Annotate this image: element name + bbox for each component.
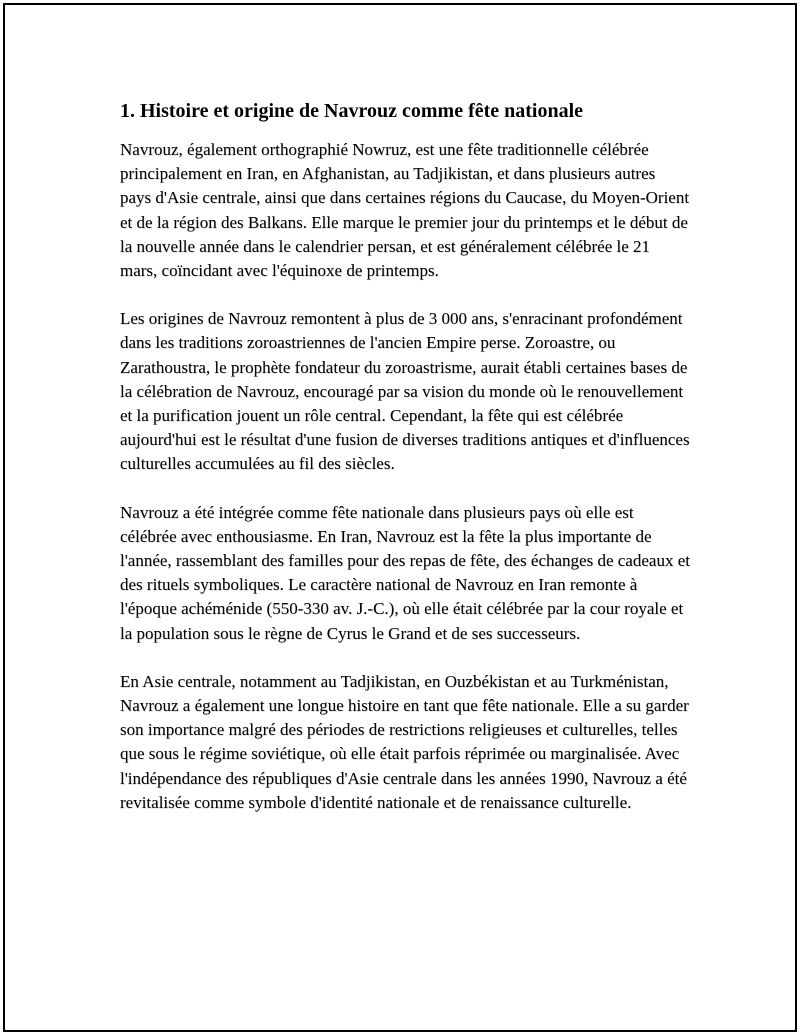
paragraph-4: En Asie centrale, notamment au Tadjikistan, en Ouzbékistan et au Turkménistan, Navrouz a également une longue histoire en tant que fête nationale. Elle a su garder son importance malgré des périodes de restrictions religieuses et culturelles, telles que sous le régime soviétique, où elle était parfois réprimée ou marginalisée. Avec l'indépendance des républiques d'Asie centrale dans les années 1990, Navrouz a été revitalisée comme symbole d'identité nationale et de renaissance culturelle. (120, 671, 689, 812)
paragraph-1: Navrouz, également orthographié Nowruz, est une fête traditionnelle célébrée principalement en Iran, en Afghanistan, au Tadjikistan, et dans plusieurs autres pays d'Asie centrale, ainsi que dans certaines régions du Caucase, du Moyen-Orient et de la région des Balkans. Elle marque le premier jour du printemps et le début de la nouvelle année dans le calendrier persan, et est généralement célébrée le 21 mars, coïncidant avec l'équinoxe de printemps. (120, 140, 690, 281)
document-content (120, 99, 690, 839)
paragraph-3: Navrouz a été intégrée comme fête nationale dans plusieurs pays où elle est célébrée avec enthousiasme. En Iran, Navrouz est la fête la plus importante de l'année, rassemblant des familles pour des repas de fête, des échanges de cadeaux et des rituels symboliques. Le caractère national de Navrouz en Iran remonte à l'époque achéménide (550-330 av. J.-C.), où elle était célébrée par la cour royale et la population sous le règne de Cyrus le Grand et de ses successeurs. (120, 502, 690, 643)
section-heading: 1. Histoire et origine de Navrouz comme fête nationale (120, 100, 584, 122)
document-page (3, 3, 797, 1032)
paragraph-2: Les origines de Navrouz remontent à plus de 3 000 ans, s'enracinant profondément dans les traditions zoroastriennes de l'ancien Empire perse. Zoroastre, ou Zarathoustra, le prophète fondateur du zoroastrisme, aurait établi certaines bases de la célébration de Navrouz, encouragé par sa vision du monde où le renouvellement et la purification jouent un rôle central. Cependant, la fête qui est célébrée aujourd'hui est le résultat d'une fusion de diverses traditions antiques et d'influences culturelles accumulées au fil des siècles. (120, 309, 690, 474)
